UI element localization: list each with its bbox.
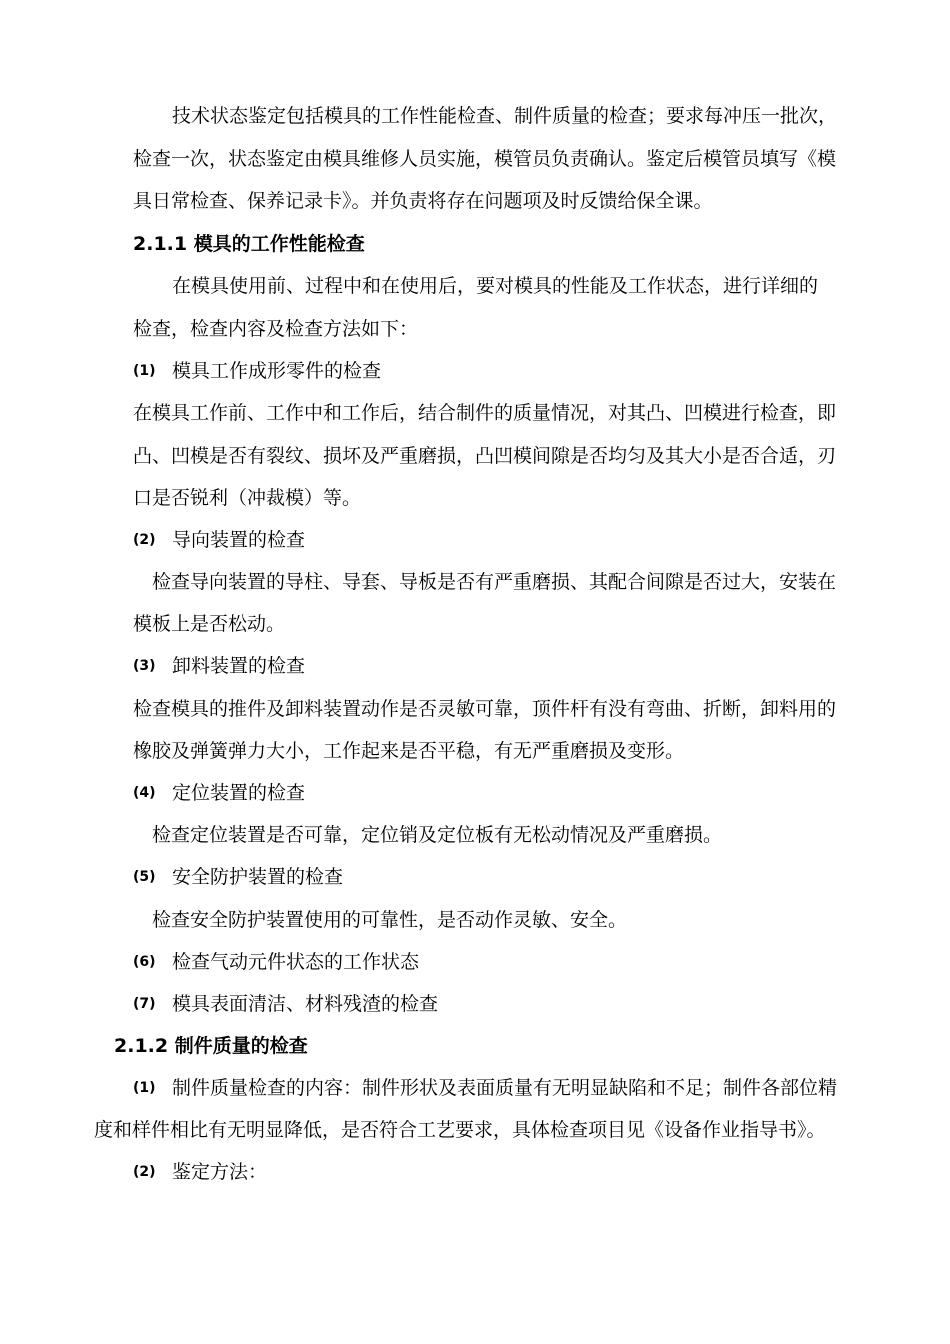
quality-item-1-line-2: 度和样件相比有无明显降低，是否符合工艺要求，具体检查项目见《设备作业指导书》。 xyxy=(94,1119,826,1141)
item-1-body-line-3: 口是否锐利（冲裁模）等。 xyxy=(133,487,362,509)
section-2-1-1-para-line-2: 检查，检查内容及检查方法如下： xyxy=(133,318,419,340)
item-1-body-line-1: 在模具工作前、工作中和工作后，结合制件的质量情况，对其凸、凹模进行检查，即 xyxy=(133,402,837,424)
item-2-title: 导向装置的检查 xyxy=(172,529,306,551)
section-heading-2-1-2: 2.1.2 制件质量的检查 xyxy=(114,1035,308,1057)
item-5-body-line-1: 检查安全防护装置使用的可靠性，是否动作灵敏、安全。 xyxy=(152,909,628,931)
item-1-number: (1) xyxy=(133,363,156,379)
item-1-body-line-2: 凸、凹模是否有裂纹、损坏及严重磨损，凸凹模间隙是否均匀及其大小是否合适，刃 xyxy=(133,445,837,467)
quality-item-1-line-1: 制件质量检查的内容：制件形状及表面质量有无明显缺陷和不足；制件各部位精 xyxy=(172,1077,838,1099)
item-7-number: (7) xyxy=(133,996,156,1012)
item-4-title: 定位装置的检查 xyxy=(172,782,306,804)
item-3-body-line-1: 检查模具的推件及卸料装置动作是否灵敏可靠，顶件杆有没有弯曲、折断，卸料用的 xyxy=(133,698,837,720)
item-5-number: (5) xyxy=(133,869,156,885)
section-2-1-1-para-line-1: 在模具使用前、过程中和在使用后，要对模具的性能及工作状态，进行详细的 xyxy=(172,275,819,297)
item-2-body-line-2: 模板上是否松动。 xyxy=(133,613,286,635)
quality-item-2-number: (2) xyxy=(133,1164,156,1180)
quality-item-1-number: (1) xyxy=(133,1080,156,1096)
item-6-number: (6) xyxy=(133,954,156,970)
intro-line-2: 检查一次，状态鉴定由模具维修人员实施，模管员负责确认。鉴定后模管员填写《模 xyxy=(133,148,837,170)
item-4-number: (4) xyxy=(133,785,156,801)
item-5-title: 安全防护装置的检查 xyxy=(172,866,344,888)
intro-line-3: 具日常检查、保养记录卡》。并负责将存在问题项及时反馈给保全课。 xyxy=(133,190,713,212)
item-4-body-line-1: 检查定位装置是否可靠，定位销及定位板有无松动情况及严重磨损。 xyxy=(152,824,723,846)
item-3-title: 卸料装置的检查 xyxy=(172,655,306,677)
item-7-title: 模具表面清洁、材料残渣的检查 xyxy=(172,993,439,1015)
item-3-number: (3) xyxy=(133,658,156,674)
item-1-title: 模具工作成形零件的检查 xyxy=(172,360,382,382)
item-2-number: (2) xyxy=(133,532,156,548)
quality-item-2-title: 鉴定方法： xyxy=(172,1161,268,1183)
item-3-body-line-2: 橡胶及弹簧弹力大小，工作起来是否平稳，有无严重磨损及变形。 xyxy=(133,740,685,762)
item-6-title: 检查气动元件状态的工作状态 xyxy=(172,951,420,973)
section-heading-2-1-1: 2.1.1 模具的工作性能检查 xyxy=(133,233,365,255)
intro-line-1: 技术状态鉴定包括模具的工作性能检查、制件质量的检查；要求每冲压一批次， xyxy=(172,105,838,127)
item-2-body-line-1: 检查导向装置的导柱、导套、导板是否有严重磨损、其配合间隙是否过大，安装在 xyxy=(152,571,837,593)
